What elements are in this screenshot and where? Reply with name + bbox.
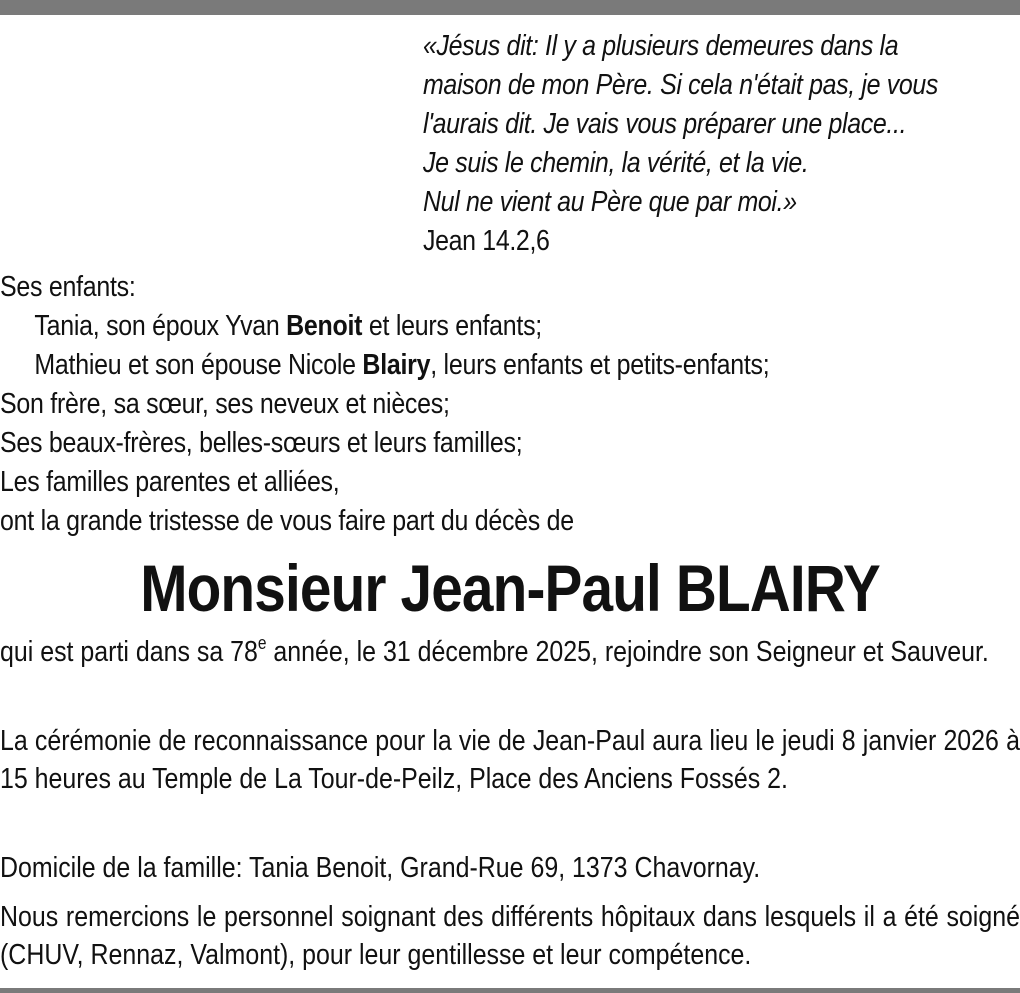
ceremony-text: La cérémonie de reconnaissance pour la vie de Jean-Paul aura lieu le jeudi 8 janvier 2026 à 15 heures au Temple de La Tour-de-Peilz, Place des Anciens Fossés 2. <box>0 725 1020 795</box>
thanks-text: Nous remercions le personnel soignant des différents hôpitaux dans lesquels il a été soigné (CHUV, Rennaz, Valmont), pour leur gentillesse et leur compétence. <box>0 901 1020 971</box>
ceremony-paragraph <box>0 722 1020 798</box>
passing-text: qui est parti dans sa 78 <box>0 636 258 668</box>
child1-surname: Benoit <box>286 310 363 342</box>
family-relatives: Les familles parentes et alliées, <box>0 466 340 498</box>
child1-text-end: et leurs enfants; <box>362 310 542 342</box>
deceased-name-text: Monsieur Jean-Paul BLAIRY <box>140 551 880 625</box>
child2-surname: Blairy <box>362 349 431 381</box>
family-siblings: Son frère, sa sœur, ses neveux et nièces; <box>0 388 450 420</box>
top-divider <box>0 0 1020 15</box>
child2-text: Mathieu et son épouse Nicole <box>34 349 363 381</box>
passing-text-end: année, le 31 décembre 2025, rejoindre son Seigneur et Sauveur. <box>266 636 989 668</box>
announcement-line: ont la grande tristesse de vous faire part du décès de <box>0 505 574 537</box>
quote-line: maison de mon Père. Si cela n'était pas, je vous <box>423 69 939 101</box>
passing-paragraph <box>0 633 1020 671</box>
quote-line: l'aurais dit. Je vais vous préparer une place... <box>423 108 907 140</box>
domicile-paragraph <box>0 849 1020 887</box>
family-child-1 <box>0 307 877 346</box>
family-in-laws: Ses beaux-frères, belles-sœurs et leurs familles; <box>0 427 523 459</box>
deceased-name <box>0 548 1020 628</box>
bible-quote <box>423 27 939 261</box>
quote-line: Je suis le chemin, la vérité, et la vie. <box>423 147 809 179</box>
family-intro: Ses enfants: <box>0 271 136 303</box>
child2-text-end: , leurs enfants et petits-enfants; <box>430 349 770 381</box>
thanks-paragraph <box>0 898 1020 974</box>
quote-reference: Jean 14.2,6 <box>423 225 550 257</box>
family-child-2 <box>0 346 877 385</box>
ordinal-suffix: e <box>257 633 267 653</box>
bottom-divider <box>0 988 1020 993</box>
child1-text: Tania, son époux Yvan <box>34 310 287 342</box>
quote-line: Nul ne vient au Père que par moi.» <box>423 186 797 218</box>
quote-line: «Jésus dit: Il y a plusieurs demeures dans la <box>423 30 899 62</box>
family-list <box>0 268 877 541</box>
domicile-text: Domicile de la famille: Tania Benoit, Grand-Rue 69, 1373 Chavornay. <box>0 852 761 884</box>
